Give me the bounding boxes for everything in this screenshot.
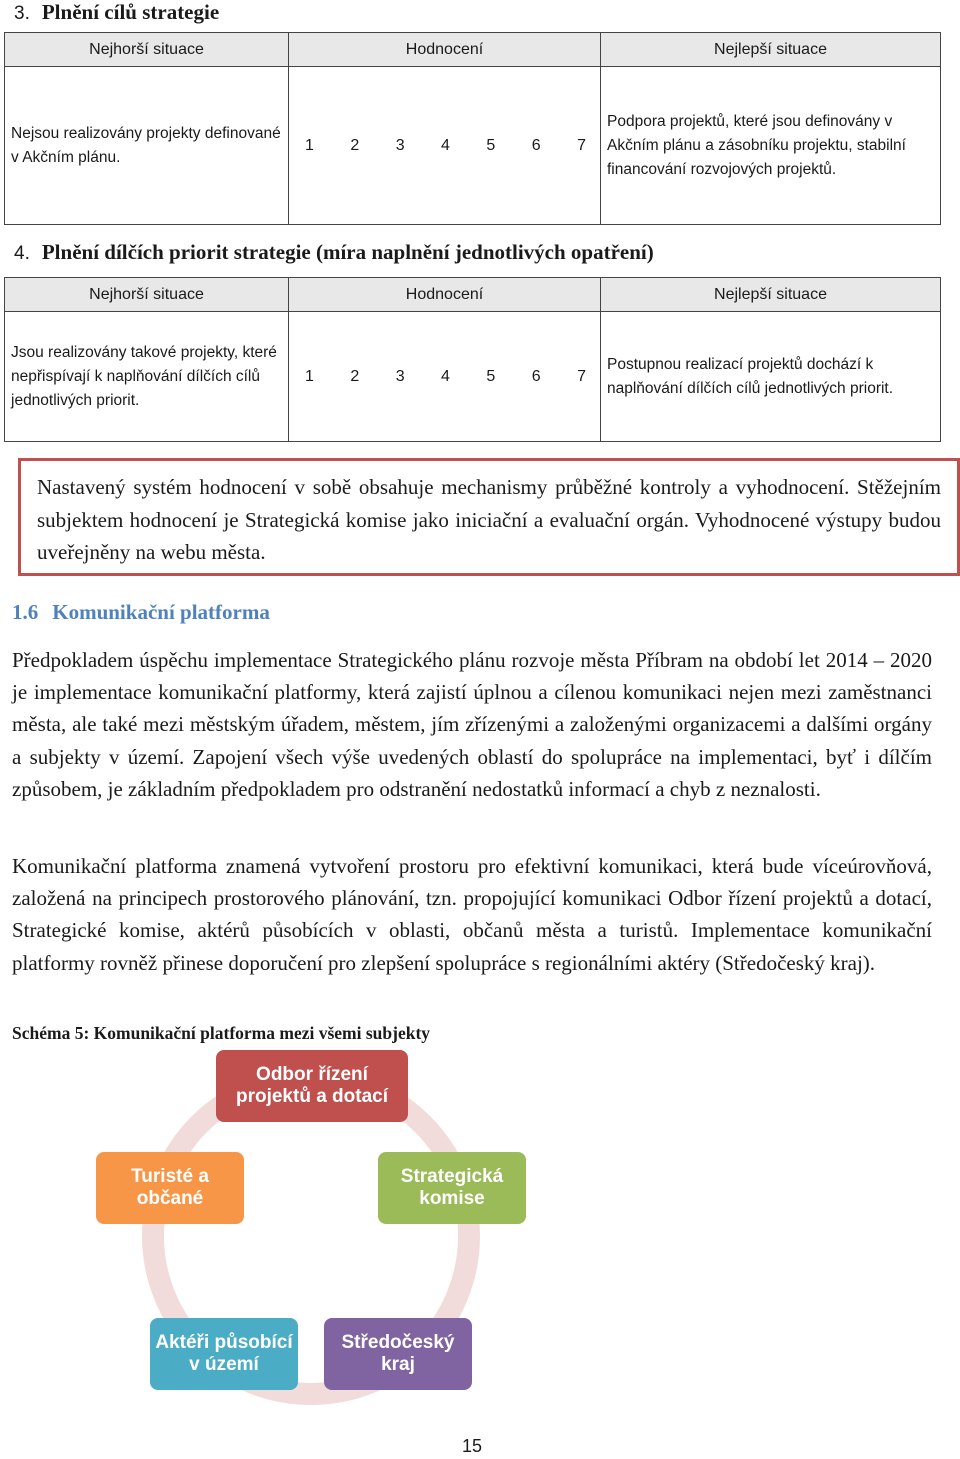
subsection-heading	[12, 600, 270, 625]
section3-scale	[289, 67, 601, 225]
scale-value: 6	[531, 136, 541, 154]
section4-header-rating: Hodnocení	[289, 278, 601, 312]
scale-value: 6	[531, 367, 541, 385]
scale-value: 5	[486, 367, 496, 385]
section4-header-best: Nejlepší situace	[601, 278, 941, 312]
section4-number: 4.	[14, 243, 30, 264]
subsection-number: 1.6	[12, 600, 39, 624]
cycle-ring	[0, 1040, 960, 1420]
node-stredocesky-kraj	[324, 1318, 472, 1390]
scale-value: 2	[350, 367, 360, 385]
scale-value: 1	[305, 367, 314, 385]
scale-value: 7	[577, 136, 586, 154]
section3-best-text: Podpora projektů, které jsou definovány v Akčním plánu a zásobníku projektu, stabilní financování rozvojových projektů.	[601, 67, 941, 225]
section3-header-best: Nejlepší situace	[601, 33, 941, 67]
scale-value: 7	[577, 367, 586, 385]
node-odbor	[216, 1050, 408, 1122]
scale-value: 1	[305, 136, 314, 154]
scale-value: 2	[350, 136, 360, 154]
section3-header-rating: Hodnocení	[289, 33, 601, 67]
scale-value: 5	[486, 136, 496, 154]
node-turiste-label: Turisté a občané	[131, 1166, 209, 1209]
diagram-caption: Schéma 5: Komunikační platforma mezi všemi subjekty	[12, 1023, 431, 1043]
paragraph-2: Komunikační platforma znamená vytvoření prostoru pro efektivní komunikaci, která bude víceúrovňová, založená na principech prostorového plánování, tzn. propojující komunikaci Odbor řízení projektů a dotací, Strategické komise, aktérů působících v oblasti, občanů města a turistů. Implementace komunikační platformy rovněž přinese doporučení pro zlepšení spolupráce s regionálními aktéry (Středočeský kraj).	[12, 854, 932, 975]
section3-heading	[14, 0, 219, 25]
section4-scale	[289, 312, 601, 442]
node-strategicka-komise-label: Strategická komise	[400, 1166, 504, 1209]
scale-value: 3	[395, 136, 405, 154]
page-number: 15	[461, 1436, 483, 1456]
section3-title: Plnění cílů strategie	[41, 0, 220, 24]
node-odbor-label: Odbor řízení projektů a dotací	[235, 1064, 389, 1107]
node-akteri-label: Aktéři působící v území	[155, 1332, 293, 1375]
section4-title: Plnění dílčích priorit strategie (míra naplnění jednotlivých opatření)	[41, 240, 654, 264]
scale-value: 3	[395, 367, 405, 385]
paragraph-1: Předpokladem úspěchu implementace Strategického plánu rozvoje města Příbram na období let 2014 – 2020 je implementace komunikační platformy, která zajistí úplnou a cílenou komunikaci nejen mezi zaměstnanci města, ale také mezi městským úřadem, městem, jím zřízenými a založenými organizacemi a dalšími orgány a subjekty v území. Zapojení všech výše uvedených oblastí do spolupráce na implementaci, byť i dílčím způsobem, je základním předpokladem pro odstranění nedostatků informací a chyb z neznalosti.	[12, 648, 932, 801]
section4-header-worst: Nejhorší situace	[5, 278, 289, 312]
section4-table	[4, 277, 941, 442]
section4-best-text: Postupnou realizací projektů dochází k naplňování dílčích cílů jednotlivých priorit.	[601, 312, 941, 442]
section3-header-worst: Nejhorší situace	[5, 33, 289, 67]
section3-table	[4, 32, 941, 225]
node-stredocesky-kraj-label: Středočeský kraj	[341, 1332, 455, 1375]
communication-platform-diagram	[0, 1040, 960, 1420]
evaluation-note-text: Nastavený systém hodnocení v sobě obsahuje mechanismy průběžné kontroly a vyhodnocení. Stěžejním subjektem hodnocení je Strategická komise jako iniciační a evaluační orgán. Vyhodnocené výstupy budou uveřejněny na webu města.	[37, 475, 941, 564]
subsection-title: Komunikační platforma	[52, 600, 270, 624]
node-akteri	[150, 1318, 298, 1390]
evaluation-note-box	[18, 458, 960, 576]
section3-number: 3.	[14, 3, 30, 24]
section3-worst-text: Nejsou realizovány projekty definované v Akčním plánu.	[5, 67, 289, 225]
section4-worst-text: Jsou realizovány takové projekty, které nepřispívají k naplňování dílčích cílů jednotlivých priorit.	[5, 312, 289, 442]
scale-value: 4	[441, 367, 450, 385]
section4-heading	[14, 240, 654, 265]
node-turiste	[96, 1152, 244, 1224]
scale-value: 4	[441, 136, 450, 154]
node-strategicka-komise	[378, 1152, 526, 1224]
